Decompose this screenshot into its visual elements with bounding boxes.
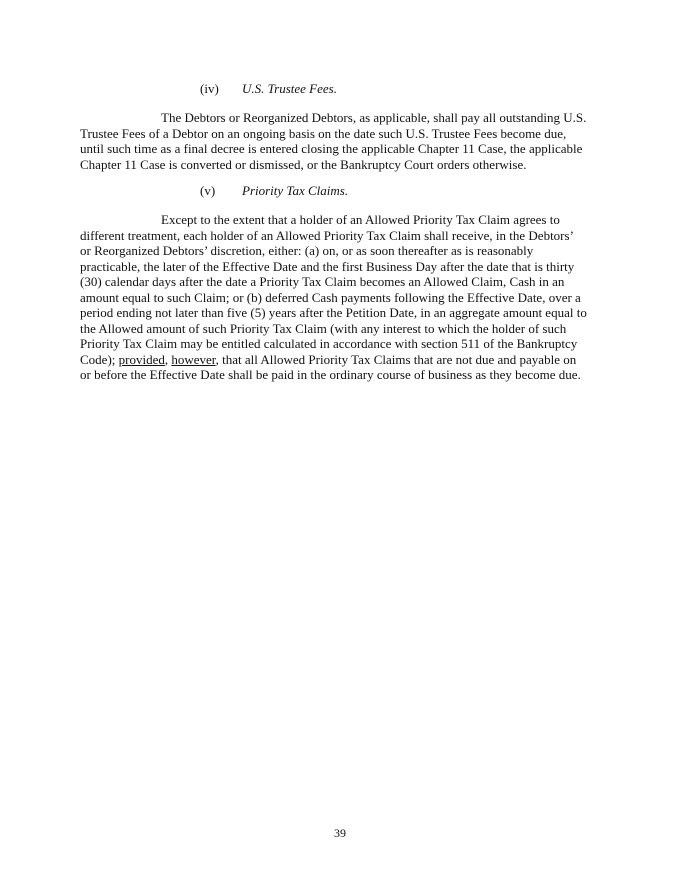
paragraph-line: Trustee Fees of a Debtor on an ongoing basis on the date such U.S. Trustee Fees become due,: [80, 125, 567, 141]
line-suffix: , that all Allowed Priority Tax Claims that are not due and payable on: [215, 351, 577, 367]
provided-term: provided: [118, 351, 165, 367]
section-heading-v: [200, 183, 348, 199]
paragraph-line: period ending not later than five (5) years after the Petition Date, in an aggregate amount equal to: [80, 305, 587, 320]
paragraph-line: Priority Tax Claim may be entitled calculated in accordance with section 511 of the Bankruptcy: [80, 336, 578, 351]
section-title: Priority Tax Claims.: [242, 183, 349, 198]
line-comma: ,: [164, 351, 172, 367]
paragraph-line: (30) calendar days after the date a Priority Tax Claim becomes an Allowed Claim, Cash in an: [80, 274, 565, 289]
paragraph-line: The Debtors or Reorganized Debtors, as applicable, shall pay all outstanding U.S.: [161, 110, 587, 125]
section-title: U.S. Trustee Fees.: [242, 81, 337, 96]
however-term: however: [171, 351, 216, 367]
paragraph-line: practicable, the later of the Effective Date and the first Business Day after the date that is thirty: [80, 258, 575, 274]
paragraph-line: until such time as a final decree is entered closing the applicable Chapter 11 Case, the applicable: [80, 141, 583, 156]
section-heading-iv: [200, 81, 337, 97]
paragraph-line: or Reorganized Debtors’ discretion, either: (a) on, or as soon thereafter as is reasonably: [80, 243, 534, 258]
paragraph-line: different treatment, each holder of an Allowed Priority Tax Claim shall receive, in the Debtors’: [80, 227, 574, 243]
paragraph-line: the Allowed amount of such Priority Tax Claim (with any interest to which the holder of such: [80, 320, 567, 336]
paragraph-line: Chapter 11 Case is converted or dismissed, or the Bankruptcy Court orders otherwise.: [80, 156, 527, 172]
paragraph-priority-tax-claims: [80, 212, 602, 383]
paragraph-line: Except to the extent that a holder of an Allowed Priority Tax Claim agrees to: [161, 212, 560, 227]
paragraph-us-trustee-fees: [80, 110, 602, 172]
page-number: 39: [334, 826, 346, 840]
paragraph-line: amount equal to such Claim; or (b) deferred Cash payments following the Effective Date, over a: [80, 289, 581, 305]
section-number: (iv): [200, 81, 219, 96]
paragraph-line: or before the Effective Date shall be paid in the ordinary course of business as they become due.: [80, 367, 581, 382]
paragraph-line: [80, 352, 602, 368]
section-number: (v): [200, 183, 216, 198]
line-prefix: Code);: [80, 351, 119, 367]
